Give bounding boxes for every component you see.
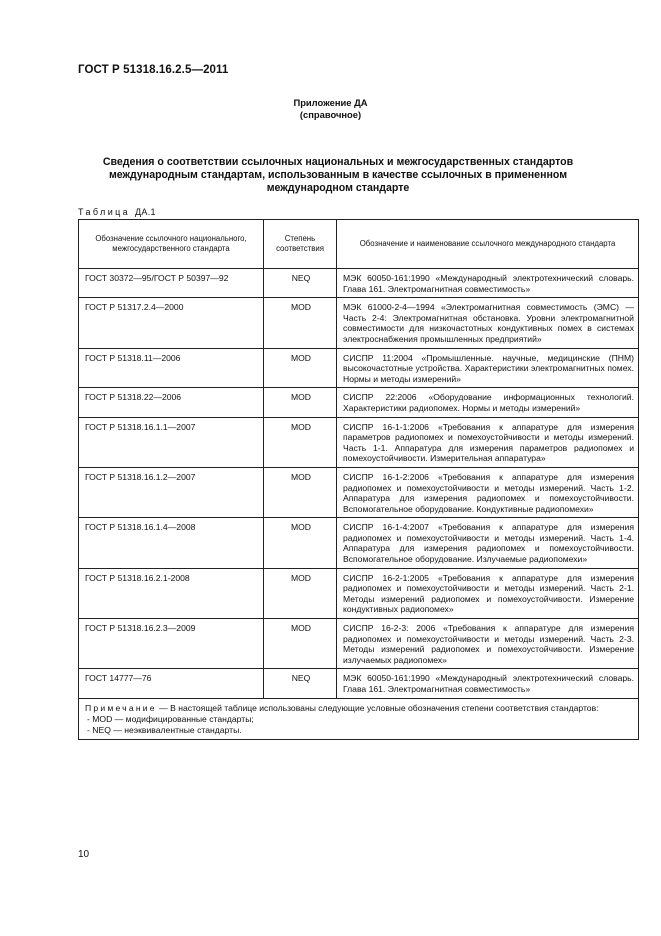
standard-code-cell: ГОСТ Р 51318.16.1.1—2007 [79,417,264,467]
note-item-mod: - MOD — модифицированные стандарты; [87,713,254,724]
standard-code-cell: ГОСТ Р 51318.16.1.2—2007 [79,467,264,517]
degree-cell: NEQ [264,269,337,298]
table-row [79,417,639,467]
correspondence-table [78,219,639,740]
degree-cell: NEQ [264,669,337,698]
degree-cell: MOD [264,348,337,388]
standard-code-cell: ГОСТ Р 51318.16.2.3—2009 [79,619,264,669]
heading-line: международным стандартам, использованным в качестве ссылочных в примененном [108,169,568,181]
table-note [79,698,639,739]
header-degree: Степень соответствия [264,220,337,269]
table-row [79,298,639,348]
degree-cell: MOD [264,388,337,417]
degree-cell: MOD [264,417,337,467]
international-standard-cell: СИСПР 16-2-3: 2006 «Требования к аппаратуре для измерения радиопомех и помехоустойчивости и методы измерений. Часть 2-3. Методы измерений радиопомех и помехоустойчивости. Измерение излучаемых радиопомех» [337,619,639,669]
international-standard-cell: СИСПР 11:2004 «Промышленные. научные, медицинские (ПНМ) высокочастотные устройства. Характеристики электромагнитных помех. Нормы и методы измерений» [337,348,639,388]
table-row [79,669,639,698]
heading-line: Сведения о соответствии ссылочных национальных и межгосударственных стандартов [102,156,574,168]
note-label: Примечание [85,702,157,713]
international-standard-cell: СИСПР 16-1-2:2006 «Требования к аппаратуре для измерения радиопомех и помехоустойчивости и методы измерений. Часть 1-2. Аппаратура для измерения радиопомех и помехоустойчивости. Вспомогательное оборудование. Кондуктивные радиопомехи» [337,467,639,517]
degree-cell: MOD [264,467,337,517]
heading-line: международном стандарте [266,182,410,194]
international-standard-cell: СИСПР 16-1-4:2007 «Требования к аппаратуре для измерения радиопомех и помехоустойчивости и методы измерений. Часть 1-4. Аппаратура для измерения радиопомех и помехоустойчивости. Вспомогательное оборудование. Излучаемые радиопомехи» [337,518,639,568]
international-standard-cell: МЭК 61000-2-4—1994 «Электромагнитная совместимость (ЭМС) — Часть 2-4: Электромагнитная обстановка. Уровни электромагнитной совместимости для низкочастотных кондуктивных помех в системах электроснабжения промышленных предприятий» [337,298,639,348]
appendix-heading [0,97,661,121]
table-row [79,568,639,618]
standard-code-cell: ГОСТ Р 51318.22—2006 [79,388,264,417]
international-standard-cell: СИСПР 16-1-1:2006 «Требования к аппаратуре для измерения параметров радиопомех и помехоустойчивости и методы измерений. Часть 1-1. Аппаратура для измерения параметров радиопомех и помехоустойчивости. Измерительная аппаратура» [337,417,639,467]
note-item-neq: - NEQ — неэквивалентные стандарты. [87,724,242,735]
appendix-title: Приложение ДА [293,97,368,108]
table-row [79,269,639,298]
standard-code-cell: ГОСТ Р 51318.16.2.1-2008 [79,568,264,618]
table-header-row [79,220,639,269]
page-number: 10 [78,849,90,860]
standard-code-cell: ГОСТ Р 51318.11—2006 [79,348,264,388]
table-row [79,467,639,517]
table-row [79,619,639,669]
standard-code-cell: ГОСТ Р 51317.2.4—2000 [79,298,264,348]
table-row [79,388,639,417]
standard-code-cell: ГОСТ 14777—76 [79,669,264,698]
degree-cell: MOD [264,568,337,618]
table-caption-word: Таблица [78,207,131,217]
degree-cell: MOD [264,619,337,669]
standard-code-cell: ГОСТ 30372—95/ГОСТ Р 50397—92 [79,269,264,298]
international-standard-cell: МЭК 60050-161:1990 «Международный электротехнический словарь. Глава 161. Электромагнитная совместимость» [337,269,639,298]
table-row [79,518,639,568]
degree-cell: MOD [264,298,337,348]
international-standard-cell: МЭК 60050-161:1990 «Международный электротехнический словарь. Глава 161. Электромагнитная совместимость» [337,669,639,698]
degree-cell: MOD [264,518,337,568]
table-caption [78,207,156,217]
section-heading [90,156,586,195]
standard-code-cell: ГОСТ Р 51318.16.1.4—2008 [79,518,264,568]
international-standard-cell: СИСПР 16-2-1:2005 «Требования к аппаратуре для измерения радиопомех и помехоустойчивости и методы измерений. Часть 2-1. Методы измерений радиопомех и помехоустойчивости. Измерение кондуктивных радиопомех» [337,568,639,618]
international-standard-cell: СИСПР 22:2006 «Оборудование информационных технологий. Характеристики радиопомех. Нормы и методы измерений» [337,388,639,417]
appendix-subtitle: (справочное) [299,109,362,120]
header-national-standard: Обозначение ссылочного национального, межгосударственного стандарта [79,220,264,269]
header-international-standard: Обозначение и наименование ссылочного международного стандарта [337,220,639,269]
document-code: ГОСТ Р 51318.16.2.5—2011 [78,64,229,76]
table-note-row [79,698,639,739]
note-text: — В настоящей таблице использованы следующие условные обозначения степени соответствия стандартов: [159,702,599,713]
table-row [79,348,639,388]
table-caption-number: ДА.1 [135,207,156,217]
